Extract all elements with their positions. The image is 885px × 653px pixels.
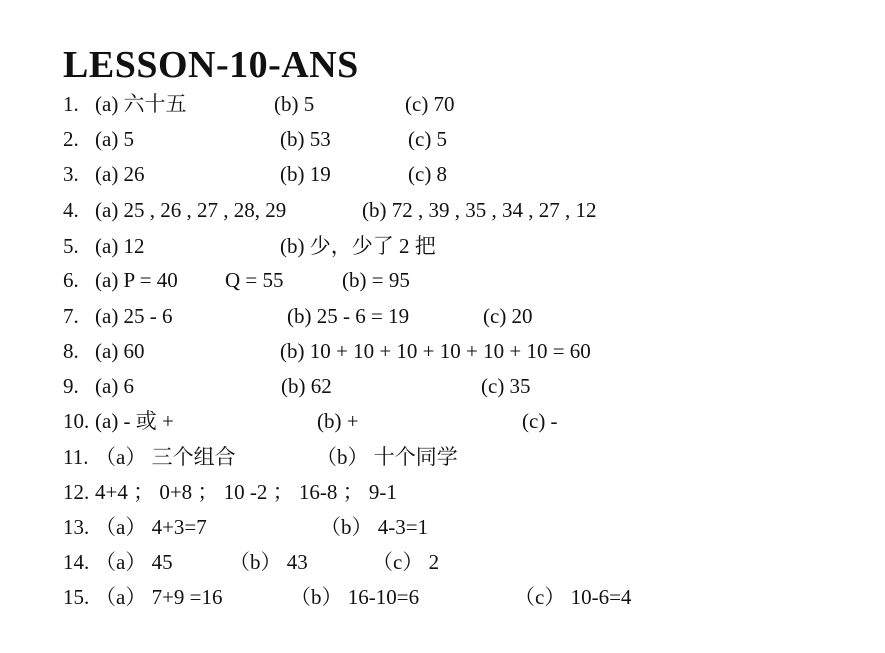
answer-b: (b) 72 , 39 , 35 , 34 , 27 , 12: [362, 198, 597, 222]
answer-c: (b) = 95: [342, 268, 410, 292]
question-number: 5.: [63, 234, 79, 258]
answer-b: (b) 10 + 10 + 10 + 10 + 10 + 10 = 60: [280, 339, 591, 363]
answer-c: （c） 2: [372, 550, 440, 574]
answer-b: （b） 十个同学: [316, 445, 458, 469]
answer-a: （a） 三个组合: [95, 445, 236, 469]
answer-b: （b） 43: [229, 550, 308, 574]
question-number: 2.: [63, 127, 79, 151]
question-number: 8.: [63, 339, 79, 363]
answer-a: （a） 4+3=7: [95, 515, 207, 539]
answer-a: (a) 25 , 26 , 27 , 28, 29: [95, 198, 287, 222]
answer-b: （b） 4-3=1: [320, 515, 429, 539]
answer-b: (b) 19: [280, 162, 331, 186]
answer-a: (a) 60: [95, 339, 145, 363]
question-number: 3.: [63, 162, 79, 186]
answer-a: 4+4 ； 0+8 ； 10 -2 ； 16-8 ； 9-1: [95, 480, 397, 504]
question-number: 7.: [63, 304, 79, 328]
page-title: LESSON-10-ANS: [63, 44, 359, 86]
answer-a: (a) 25 - 6: [95, 304, 173, 328]
question-number: 11.: [63, 445, 89, 469]
question-number: 6.: [63, 268, 79, 292]
answer-a: (a) P = 40: [95, 268, 178, 292]
answer-b: (b) 53: [280, 127, 331, 151]
question-number: 9.: [63, 374, 79, 398]
answer-b: (b) 25 - 6 = 19: [287, 304, 410, 328]
answer-a: (a) 26: [95, 162, 145, 186]
answer-a: （a） 45: [95, 550, 173, 574]
answer-a: (a) 六十五: [95, 92, 187, 116]
answer-b: （b） 16-10=6: [290, 585, 420, 609]
answer-c: (c) 35: [481, 374, 531, 398]
question-number: 4.: [63, 198, 79, 222]
answer-c: (c) 5: [408, 127, 448, 151]
answer-a: （a） 7+9 =16: [95, 585, 223, 609]
answer-a: (a) 5: [95, 127, 135, 151]
answer-b: (b) 5: [274, 92, 315, 116]
answer-c: (c) 70: [405, 92, 455, 116]
question-number: 12.: [63, 480, 90, 504]
question-number: 10.: [63, 409, 90, 433]
question-number: 14.: [63, 550, 90, 574]
answer-b: (b) 少，少了 2 把: [280, 234, 436, 258]
answer-c: （c） 10-6=4: [514, 585, 632, 609]
answer-a: (a) - 或 +: [95, 409, 174, 433]
answer-c: (c) 8: [408, 162, 448, 186]
answer-b: (b) 62: [281, 374, 332, 398]
question-number: 13.: [63, 515, 90, 539]
question-number: 15.: [63, 585, 90, 609]
answer-a: (a) 6: [95, 374, 135, 398]
question-number: 1.: [63, 92, 79, 116]
answer-b: Q = 55: [225, 268, 284, 292]
answer-c: (c) 20: [483, 304, 533, 328]
answer-b: (b) +: [317, 409, 359, 433]
answer-a: (a) 12: [95, 234, 145, 258]
answer-c: (c) -: [522, 409, 558, 433]
